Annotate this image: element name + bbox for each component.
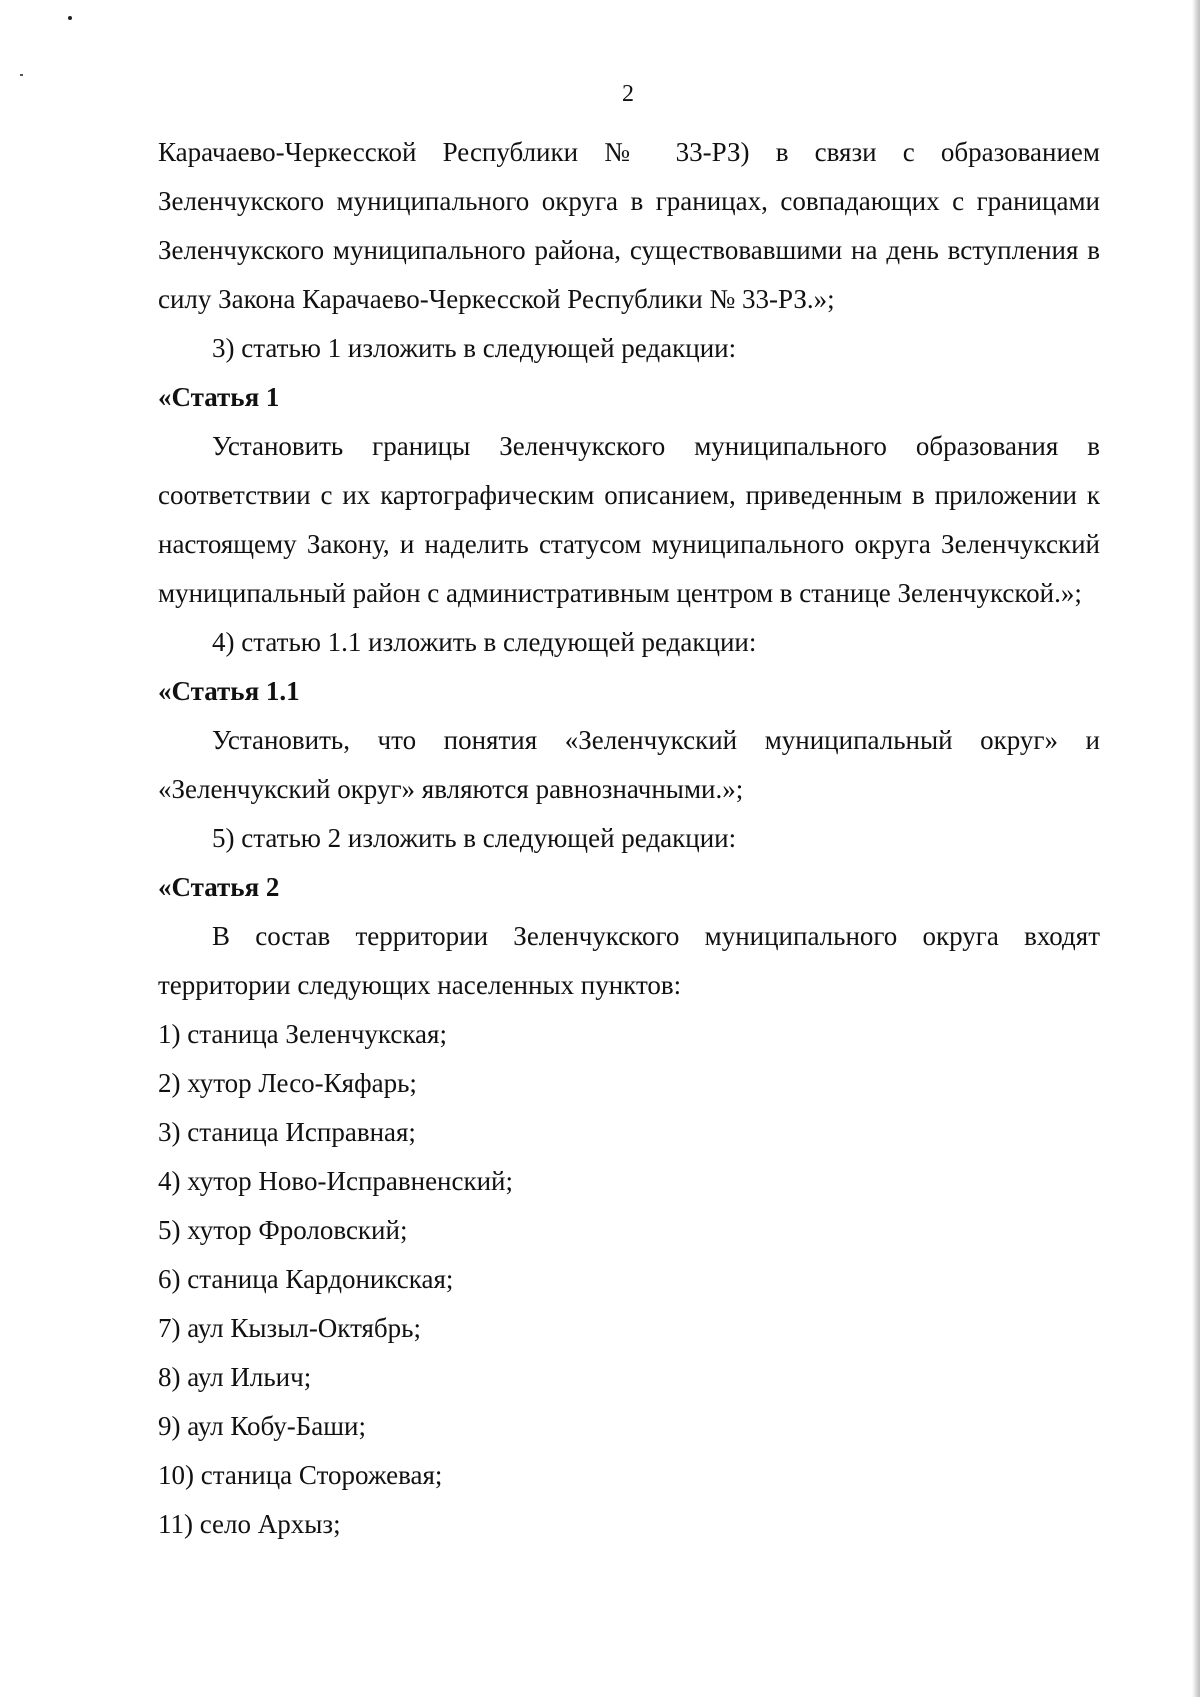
scan-edge-shadow [1192,0,1200,1697]
article-1-1-text: Установить, что понятия «Зеленчукский муниципальный округ» и «Зеленчукский округ» являются равнозначными.»; [158,725,1100,804]
settlement-item: 7) аул Кызыл-Октябрь; [158,1313,421,1343]
scan-speck [68,16,72,20]
article-2-text: В состав территории Зеленчукского муниципального округа входят территории следующих населенных пунктов: [158,921,1100,1000]
article-1-heading: «Статья 1 [158,382,280,412]
scan-speck [20,74,23,76]
document-body [158,128,1100,1549]
continuation-paragraph: Зеленчукского муниципального округа в границах, совпадающих с границами Зеленчукского муниципального района, существовавшими на день вступления в силу Закона Карачаево-Черкесской Республики № 33-РЗ.»; [158,186,1100,314]
settlement-item: 3) станица Исправная; [158,1117,416,1147]
settlement-item: 9) аул Кобу-Баши; [158,1411,366,1441]
settlement-item: 6) станица Кардоникская; [158,1264,454,1294]
amendment-item-3: 3) статью 1 изложить в следующей редакции: [212,333,737,363]
page-number: 2 [622,81,634,107]
settlement-list [158,1010,1100,1549]
continuation-line: Карачаево-Черкесской Республики № 33-РЗ) в связи с образованием [158,137,1100,167]
amendment-item-5: 5) статью 2 изложить в следующей редакции: [212,823,737,853]
article-1-text: Установить границы Зеленчукского муниципального образования в соответствии с их картографическим описанием, приведенным в приложении к настоящему Закону, и наделить статусом муниципального округа Зеленчукский муниципальный район с административным центром в станице Зеленчукской.»; [158,431,1100,608]
settlement-item: 2) хутор Лесо-Кяфарь; [158,1068,417,1098]
settlement-item: 5) хутор Фроловский; [158,1215,408,1245]
settlement-item: 1) станица Зеленчукская; [158,1019,447,1049]
settlement-item: 10) станица Сторожевая; [158,1460,443,1490]
settlement-item: 8) аул Ильич; [158,1362,312,1392]
settlement-item: 4) хутор Ново-Исправненский; [158,1166,514,1196]
settlement-item: 11) село Архыз; [158,1509,341,1539]
article-1-1-heading: «Статья 1.1 [158,676,300,706]
article-2-heading: «Статья 2 [158,872,280,902]
amendment-item-4: 4) статью 1.1 изложить в следующей редакции: [212,627,757,657]
